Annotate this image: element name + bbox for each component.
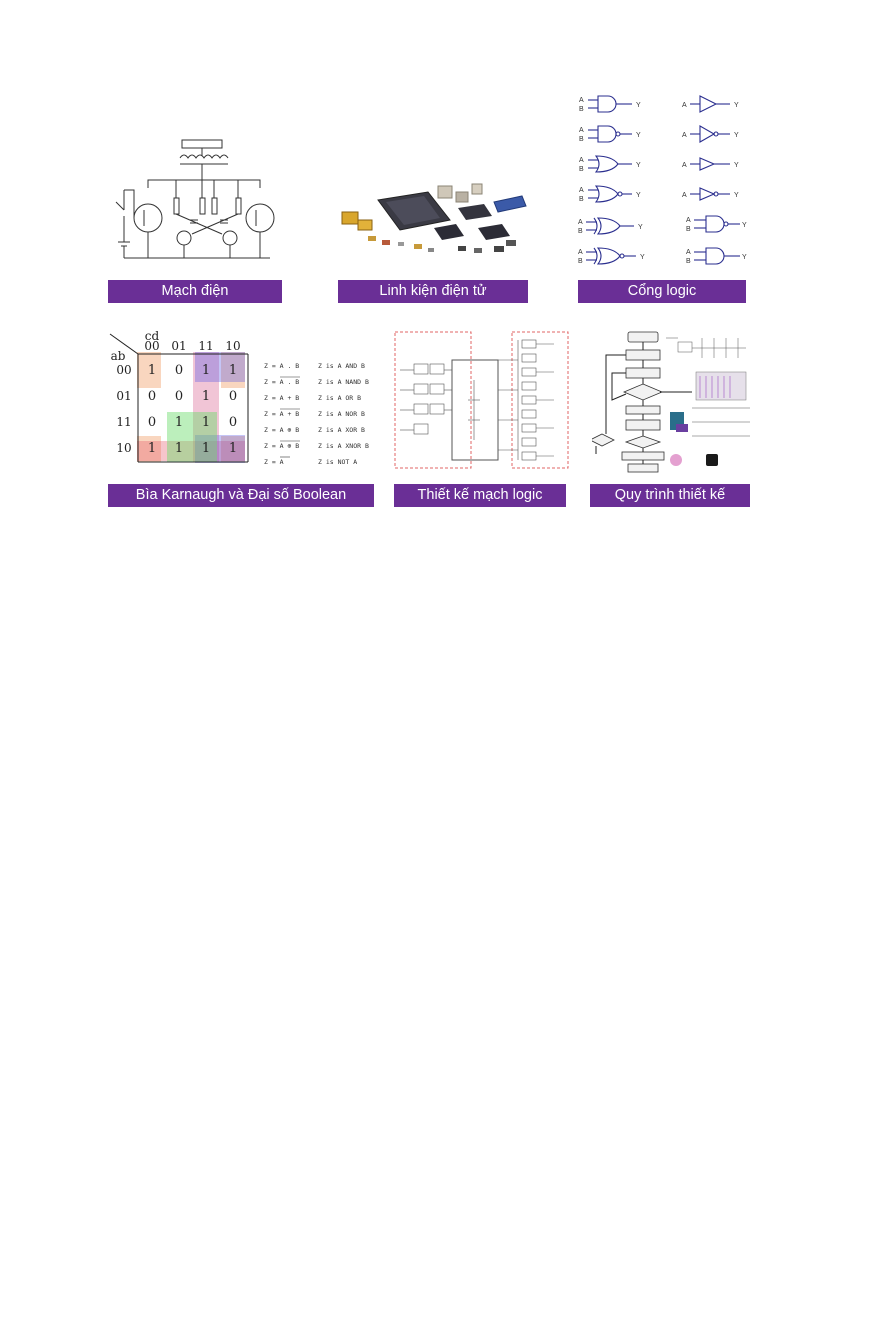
kmap-cell: 0 (174, 363, 184, 378)
boolean-equation: Z = A . B (264, 362, 300, 370)
boolean-description: Z is A OR B (318, 394, 362, 402)
gate-label-y: Y (734, 102, 739, 109)
logic-design-schematic (394, 330, 570, 472)
gate-label-b: B (578, 258, 583, 265)
boolean-description: Z is A XOR B (318, 426, 365, 434)
boolean-description: Z is A AND B (318, 362, 365, 370)
kmap-cell: 1 (147, 363, 157, 378)
gate-label-b: B (686, 258, 691, 265)
boolean-equation: Z = A . B (264, 378, 300, 386)
kmap-row-header: 11 (116, 415, 132, 429)
gate-label-a: A (682, 132, 687, 139)
kmap-cell: 0 (147, 389, 157, 404)
caption-design-flow: Quy trình thiết kế (590, 484, 750, 507)
gate-label-y: Y (742, 254, 747, 261)
gate-label-y: Y (734, 132, 739, 139)
gate-label-a: A (682, 192, 687, 199)
gate-label-y: Y (636, 132, 641, 139)
kmap-cell: 1 (174, 415, 184, 430)
boolean-equation: Z = A ⊕ B (264, 442, 300, 450)
boolean-equations (262, 360, 382, 476)
gate-label-b: B (686, 226, 691, 233)
kmap-cell: 1 (228, 363, 238, 378)
logic-gates-image (576, 92, 748, 272)
kmap-row-header: 10 (116, 441, 132, 455)
kmap-cell: 1 (147, 441, 157, 456)
kmap-col-header: 00 (144, 339, 160, 353)
kmap-cell: 1 (201, 363, 211, 378)
boolean-equation: Z = A + B (264, 410, 300, 418)
gate-label-a: A (579, 187, 584, 194)
kmap-col-header: 10 (225, 339, 241, 353)
boolean-description: Z is A XNOR B (318, 442, 369, 450)
gate-label-a: A (578, 249, 583, 256)
gate-label-y: Y (742, 222, 747, 229)
karnaugh-map (108, 330, 258, 470)
kmap-cell: 1 (201, 441, 211, 456)
gate-label-b: B (579, 106, 584, 113)
boolean-equation: Z = A (264, 458, 284, 466)
boolean-equation: Z = A ⊕ B (264, 426, 300, 434)
electronic-components-image (338, 170, 528, 270)
kmap-cell: 0 (228, 415, 238, 430)
caption-logic-design: Thiết kế mạch logic (394, 484, 566, 507)
kmap-col-header: 11 (198, 339, 214, 353)
gate-label-y: Y (734, 162, 739, 169)
gate-label-a: A (579, 157, 584, 164)
boolean-description: Z is A NOR B (318, 410, 365, 418)
kmap-cell: 0 (174, 389, 184, 404)
boolean-equation: Z = A + B (264, 394, 300, 402)
gate-label-a: A (682, 162, 687, 169)
kmap-cell: 1 (174, 441, 184, 456)
design-flow-diagram (592, 328, 752, 474)
gate-label-b: B (579, 166, 584, 173)
gate-label-y: Y (640, 254, 645, 261)
circuit-schematic-image (110, 130, 282, 270)
kmap-row-header: 01 (116, 389, 132, 403)
kmap-col-var: cd (144, 330, 160, 343)
kmap-row-var: ab (110, 349, 126, 363)
kmap-row-header: 00 (116, 363, 132, 377)
boolean-description: Z is NOT A (318, 458, 358, 466)
gate-label-b: B (579, 196, 584, 203)
caption-karnaugh: Bìa Karnaugh và Đại số Boolean (108, 484, 374, 507)
kmap-col-header: 01 (171, 339, 187, 353)
gate-label-a: A (579, 97, 584, 104)
kmap-cell: 0 (147, 415, 157, 430)
gate-label-b: B (578, 228, 583, 235)
kmap-cell: 1 (228, 441, 238, 456)
gate-label-y: Y (636, 162, 641, 169)
kmap-cell: 1 (201, 415, 211, 430)
gate-label-y: Y (636, 102, 641, 109)
gate-label-a: A (682, 102, 687, 109)
caption-gates: Cổng logic (578, 280, 746, 303)
gate-label-b: B (579, 136, 584, 143)
gate-label-y: Y (636, 192, 641, 199)
kmap-cell: 0 (228, 389, 238, 404)
gate-label-a: A (579, 127, 584, 134)
boolean-description: Z is A NAND B (318, 378, 369, 386)
gate-label-a: A (686, 217, 691, 224)
caption-circuit: Mạch điện (108, 280, 282, 303)
caption-components: Linh kiện điện tử (338, 280, 528, 303)
gate-label-a: A (686, 249, 691, 256)
gate-label-y: Y (638, 224, 643, 231)
gate-label-a: A (578, 219, 583, 226)
gate-label-y: Y (734, 192, 739, 199)
kmap-cell: 1 (201, 389, 211, 404)
